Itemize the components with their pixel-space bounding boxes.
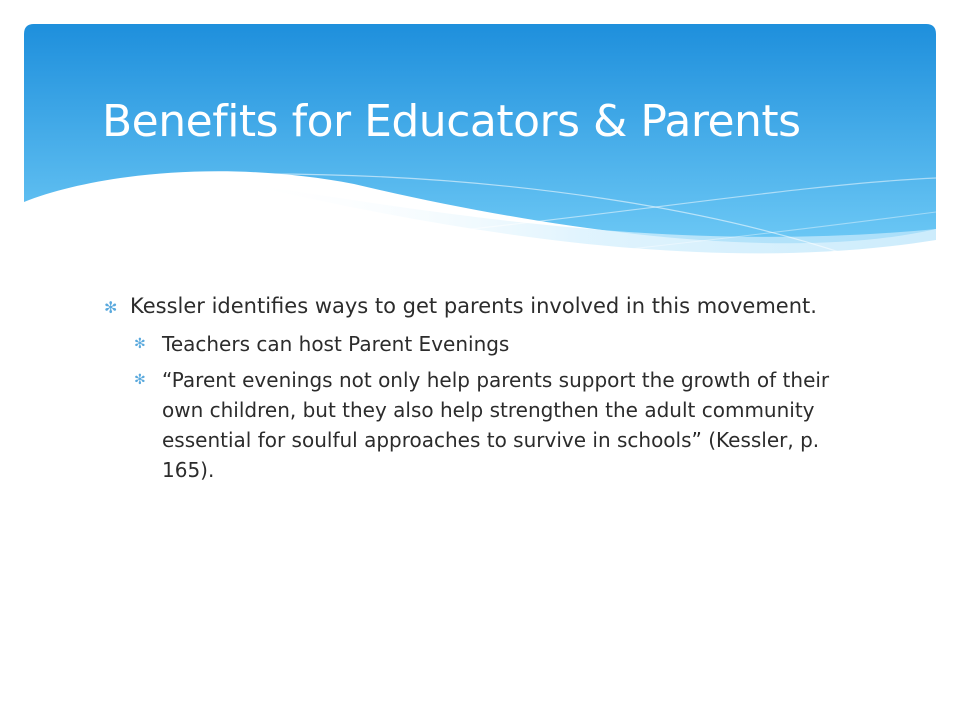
slide-title: Benefits for Educators & Parents [102,96,801,147]
asterisk-bullet-icon: ✻ [134,336,146,352]
wave-banner-graphic [24,24,936,274]
asterisk-bullet-icon: ✻ [104,298,118,317]
sub-bullet-item-2 [134,365,864,485]
bullet-text-1: Kessler identifies ways to get parents involved in this movement. [130,294,817,318]
asterisk-bullet-icon: ✻ [134,372,146,388]
sub-bullet-item-1 [134,329,864,359]
sub-bullet-text-2: “Parent evenings not only help parents support the growth of their own children, but they also help strengthen the adult community essential for soulful approaches to survive in schools” (Kessler, p. 165). [162,368,830,482]
sub-bullet-text-1: Teachers can host Parent Evenings [162,332,510,356]
bullet-item-1 [104,290,864,323]
bullet-list [104,290,864,485]
title-banner [24,24,936,274]
